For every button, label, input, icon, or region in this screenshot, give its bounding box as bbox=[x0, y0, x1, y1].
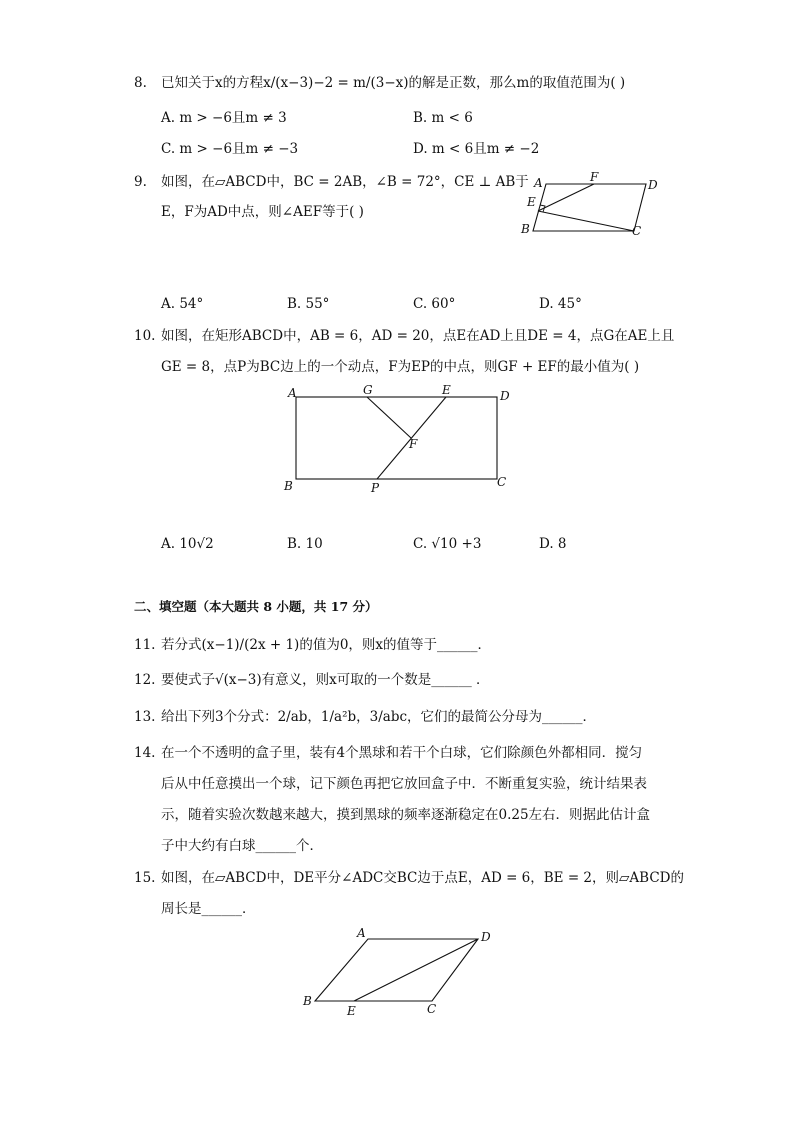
q8-option-c[interactable]: C. m > −6且m ≠ −3 bbox=[161, 141, 299, 157]
q10-label-g: G bbox=[363, 383, 373, 397]
q9-label-b: B bbox=[521, 222, 530, 236]
q10-option-b[interactable]: B. 10 bbox=[287, 536, 323, 552]
q10-label-p: P bbox=[371, 481, 380, 495]
q9-stem-line2: E，F为AD中点，则∠AEF等于( ) bbox=[161, 204, 364, 220]
q8-option-d[interactable]: D. m < 6且m ≠ −2 bbox=[413, 141, 540, 157]
q10-segment-gf bbox=[367, 397, 411, 438]
section-2-heading: 二、填空题（本大题共 8 小题，共 17 分） bbox=[134, 599, 378, 614]
q14-stem-line4: 子中大约有白球______个． bbox=[161, 838, 323, 854]
q8-number: 8. bbox=[134, 75, 147, 91]
q13-number: 13. bbox=[134, 709, 156, 725]
q15-label-a: A bbox=[357, 926, 366, 940]
q9-label-f: F bbox=[590, 170, 599, 184]
q10-stem-line1: 如图，在矩形ABCD中，AB = 6，AD = 20，点E在AD上且DE = 4，点G在AE上且 bbox=[161, 328, 675, 344]
q10-option-d[interactable]: D. 8 bbox=[539, 536, 567, 552]
q10-option-a[interactable]: A. 10√2 bbox=[161, 536, 214, 552]
q15-label-c: C bbox=[427, 1002, 437, 1016]
q14-stem-line2: 后从中任意摸出一个球，记下颜色再把它放回盒子中．不断重复实验，统计结果表 bbox=[161, 776, 647, 792]
q9-parallelogram bbox=[533, 184, 646, 231]
q11-number: 11. bbox=[134, 637, 156, 653]
q15-parallelogram-figure bbox=[298, 925, 498, 1020]
q9-segment-ec bbox=[538, 211, 634, 231]
q14-stem-line1: 在一个不透明的盒子里，装有4个黑球和若干个白球，它们除颜色外都相同．搅匀 bbox=[161, 745, 643, 761]
q9-stem-line1: 如图，在▱ABCD中，BC = 2AB，∠B = 72°，CE ⊥ AB于 bbox=[161, 174, 529, 190]
q10-label-e: E bbox=[442, 383, 451, 397]
q15-stem-line2: 周长是______． bbox=[161, 901, 256, 917]
q9-label-e: E bbox=[527, 195, 536, 209]
q8-option-a[interactable]: A. m > −6且m ≠ 3 bbox=[161, 110, 287, 126]
q10-label-b: B bbox=[284, 479, 293, 493]
q11-stem: 若分式(x−1)/(2x + 1)的值为0，则x的值等于______． bbox=[161, 637, 492, 653]
q15-stem-line1: 如图，在▱ABCD中，DE平分∠ADC交BC边于点E，AD = 6，BE = 2，则▱ABCD的 bbox=[161, 870, 684, 886]
q10-label-f: F bbox=[409, 437, 418, 451]
q9-segment-ef bbox=[538, 184, 594, 211]
q9-label-d: D bbox=[648, 178, 658, 192]
q9-label-c: C bbox=[632, 224, 642, 238]
q9-label-a: A bbox=[534, 176, 543, 190]
q8-stem: 已知关于x的方程x/(x−3)−2 = m/(3−x)的解是正数，那么m的取值范围为( ) bbox=[161, 75, 626, 91]
q10-label-a: A bbox=[288, 386, 297, 400]
q15-label-e: E bbox=[347, 1004, 356, 1018]
q9-number: 9. bbox=[134, 174, 147, 190]
q9-parallelogram-figure bbox=[518, 168, 668, 243]
q10-stem-line2: GE = 8，点P为BC边上的一个动点，F为EP的中点，则GF + EF的最小值为( ) bbox=[161, 359, 640, 375]
q14-number: 14. bbox=[134, 745, 156, 761]
q8-option-b[interactable]: B. m < 6 bbox=[413, 110, 473, 126]
q12-stem: 要使式子√(x−3)有意义，则x可取的一个数是______ ． bbox=[161, 672, 490, 688]
q9-option-c[interactable]: C. 60° bbox=[413, 296, 456, 312]
q10-rectangle bbox=[296, 397, 497, 479]
q10-option-c[interactable]: C. √10 +3 bbox=[413, 536, 482, 552]
q10-number: 10. bbox=[134, 328, 156, 344]
q15-label-d: D bbox=[481, 930, 491, 944]
q10-rectangle-figure bbox=[280, 380, 520, 500]
q13-stem: 给出下列3个分式：2/ab，1/a²b，3/abc，它们的最简公分母为______． bbox=[161, 709, 597, 725]
q14-stem-line3: 示，随着实验次数越来越大，摸到黑球的频率逐渐稳定在0.25左右．则据此估计盒 bbox=[161, 807, 651, 823]
q15-segment-de bbox=[354, 939, 478, 1001]
q9-option-b[interactable]: B. 55° bbox=[287, 296, 330, 312]
q10-label-c: C bbox=[497, 475, 507, 489]
q15-parallelogram bbox=[315, 939, 478, 1001]
q15-label-b: B bbox=[303, 994, 312, 1008]
q12-number: 12. bbox=[134, 672, 156, 688]
q15-number: 15. bbox=[134, 870, 156, 886]
q10-label-d: D bbox=[500, 389, 510, 403]
q9-option-a[interactable]: A. 54° bbox=[161, 296, 204, 312]
q9-option-d[interactable]: D. 45° bbox=[539, 296, 582, 312]
